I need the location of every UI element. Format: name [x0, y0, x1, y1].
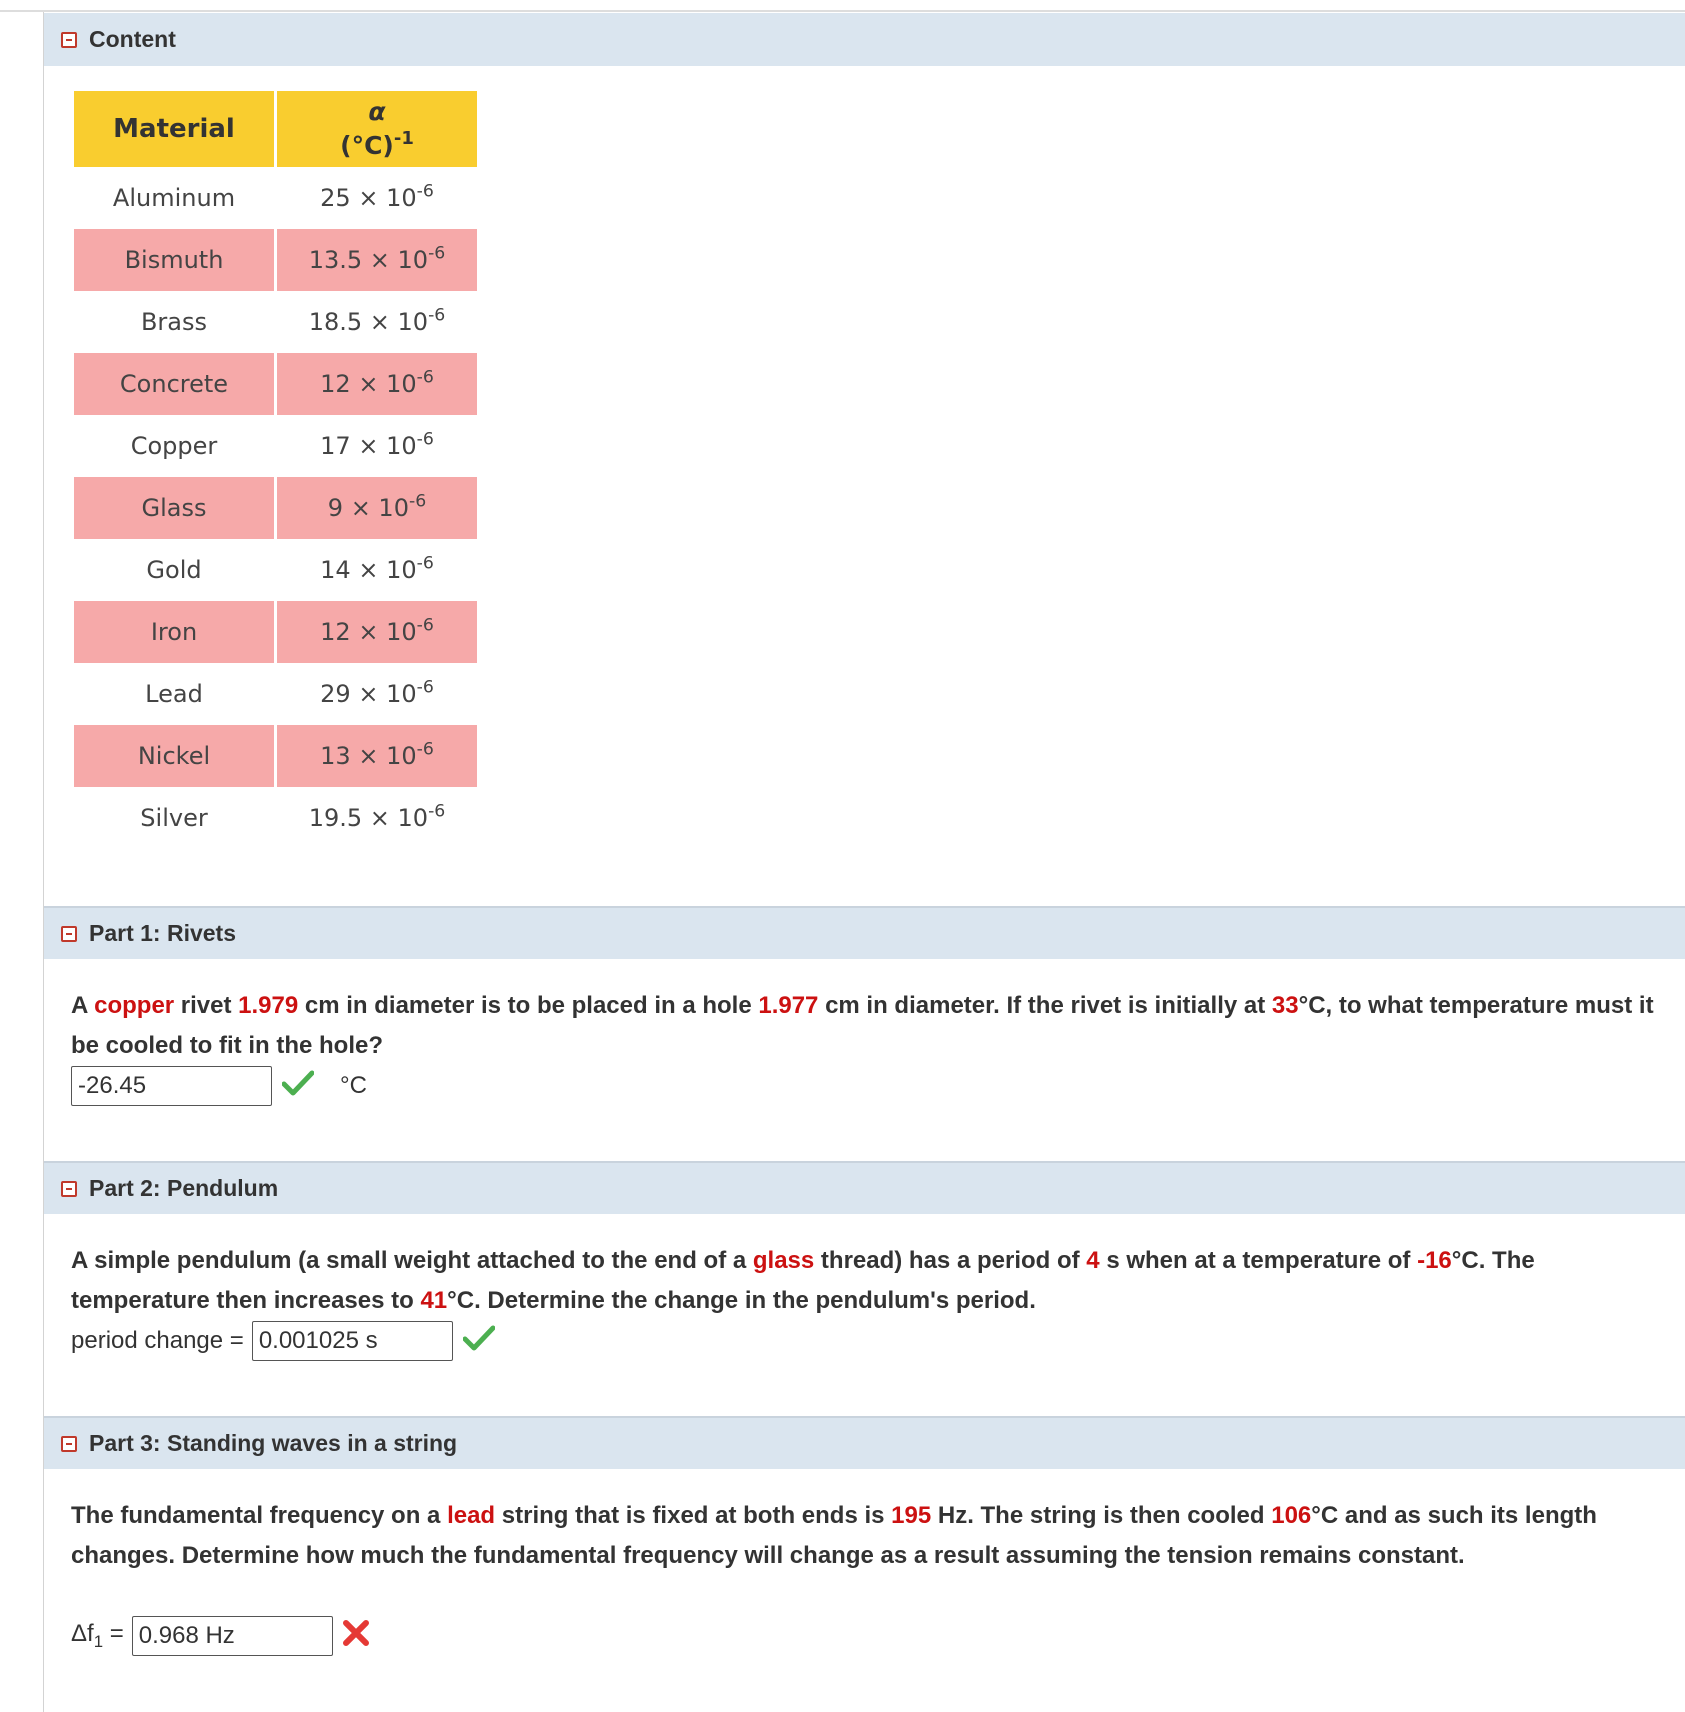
table-cell-alpha: $17 \times 10^{-6}$: [320, 429, 434, 460]
part3-answer-line: [71, 1616, 371, 1656]
answer-label: $\Delta f_1$ =: [71, 1620, 124, 1651]
checkmark-icon: [282, 1069, 314, 1104]
part1-question: A copper rivet 1.979 cm in diameter is to be placed in a hole 1.977 cm in diameter. If the rivet is initially at 33°C, to what temperature must it be cooled to fit in the hole?: [71, 992, 1654, 1059]
answer-label: period change =: [71, 1327, 244, 1354]
part2-answer-input[interactable]: [252, 1321, 453, 1361]
table-cell-material: Glass: [74, 477, 274, 539]
part3-question: The fundamental frequency on a lead string that is fixed at both ends is 195 Hz. The string is then cooled 106°C and as such its length changes. Determine how much the fundamental frequency will change as a result assuming the tension remains constant.: [71, 1502, 1597, 1569]
collapse-toggle-icon[interactable]: [61, 1181, 77, 1197]
part3-section-header[interactable]: [44, 1416, 1685, 1469]
header-alpha: [277, 91, 477, 167]
section-title: Part 2: Pendulum: [89, 1175, 279, 1201]
unit-label: °C: [340, 1072, 367, 1099]
table-cell-alpha: $12 \times 10^{-6}$: [277, 601, 477, 663]
section-title: Content: [89, 26, 176, 52]
alpha-unit-exponent: -1: [393, 128, 414, 150]
cross-icon: [341, 1618, 371, 1655]
table-cell-alpha: $13 \times 10^{-6}$: [277, 725, 477, 787]
table-cell-material: Concrete: [74, 353, 274, 415]
table-cell-material: Brass: [140, 308, 208, 336]
collapse-toggle-icon[interactable]: [61, 1436, 77, 1452]
table-cell-material: Gold: [146, 556, 202, 584]
part1-answer-line: [71, 1066, 367, 1106]
part1-answer-input[interactable]: [71, 1066, 272, 1106]
table-cell-material: Iron: [74, 601, 274, 663]
section-title: Part 3: Standing waves in a string: [89, 1430, 458, 1456]
table-cell-material: Aluminum: [112, 184, 236, 212]
alpha-symbol: α: [368, 97, 386, 126]
part3-answer-input[interactable]: [132, 1616, 333, 1656]
table-cell-alpha: $12 \times 10^{-6}$: [277, 353, 477, 415]
table-cell-material: Lead: [145, 680, 203, 708]
alpha-unit: (°C): [340, 131, 394, 160]
table-cell-alpha: $25 \times 10^{-6}$: [320, 181, 434, 212]
collapse-toggle-icon[interactable]: [61, 926, 77, 942]
part2-question: A simple pendulum (a small weight attached to the end of a glass thread) has a period of 4 s when at a temperature of -16°C. The temperature then increases to 41°C. Determine the change in the pendulum's period.: [71, 1247, 1535, 1314]
table-cell-material: Copper: [130, 432, 218, 460]
top-border: [0, 10, 1685, 12]
table-cell-alpha: $19.5 \times 10^{-6}$: [308, 801, 446, 832]
part2-section-header[interactable]: [44, 1161, 1685, 1214]
table-cell-alpha: $14 \times 10^{-6}$: [320, 553, 434, 584]
part2-answer-line: [71, 1321, 495, 1361]
table-cell-material: Bismuth: [74, 229, 274, 291]
part1-section-header[interactable]: [44, 906, 1685, 959]
table-cell-material: Nickel: [74, 725, 274, 787]
header-material: Material: [74, 91, 274, 167]
table-cell-material: Silver: [140, 804, 208, 832]
expansion-coefficient-table: [71, 91, 480, 849]
checkmark-icon: [463, 1324, 495, 1359]
table-cell-alpha: $9 \times 10^{-6}$: [277, 477, 477, 539]
table-cell-alpha: $29 \times 10^{-6}$: [320, 677, 434, 708]
content-section-header[interactable]: [44, 13, 1685, 66]
section-title: Part 1: Rivets: [89, 920, 237, 946]
table-cell-alpha: $13.5 \times 10^{-6}$: [277, 229, 477, 291]
collapse-toggle-icon[interactable]: [61, 32, 77, 48]
table-cell-alpha: $18.5 \times 10^{-6}$: [308, 305, 446, 336]
